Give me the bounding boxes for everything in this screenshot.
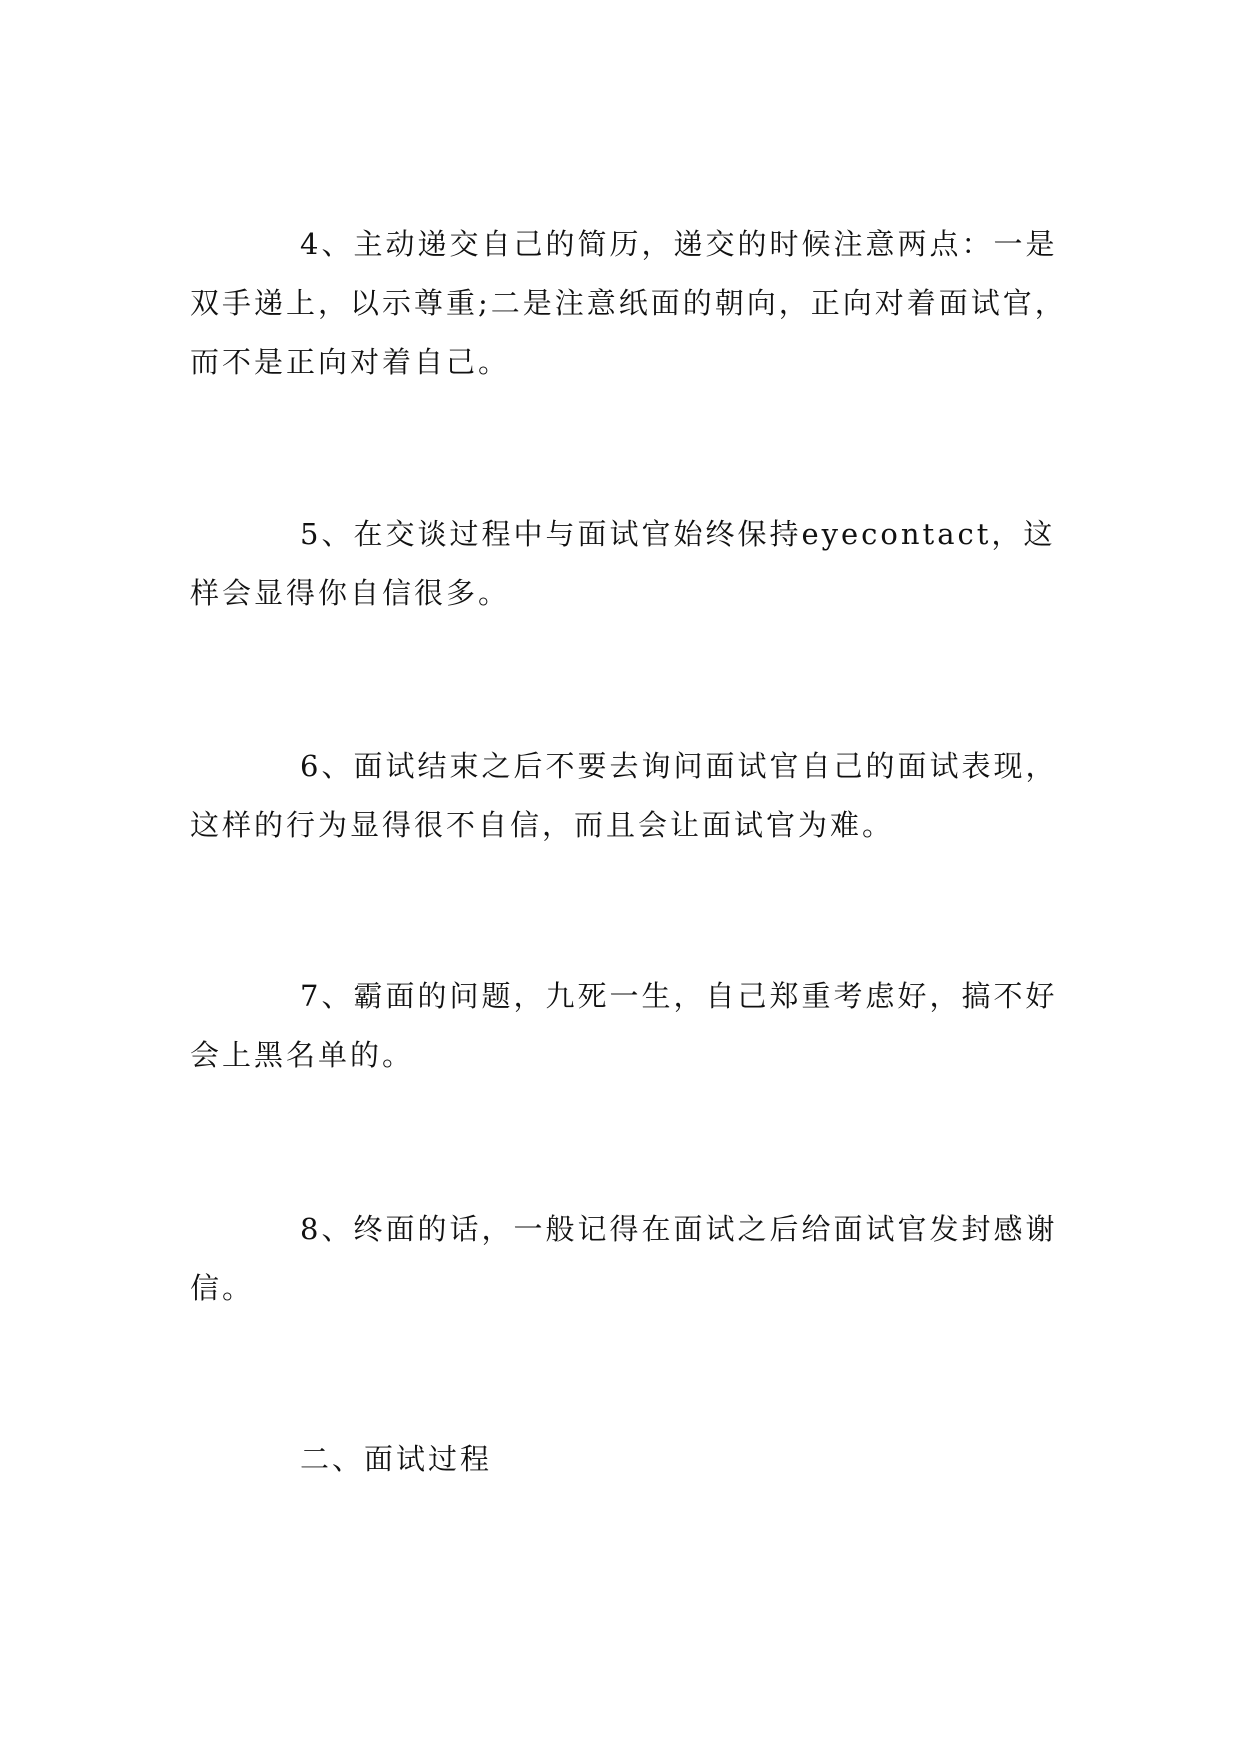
- paragraph-6: 6、面试结束之后不要去询问面试官自己的面试表现，这样的行为显得很不自信，而且会让面试官为难。: [190, 749, 1058, 842]
- paragraph-7: 7、霸面的问题，九死一生，自己郑重考虑好，搞不好会上黑名单的。: [190, 979, 1058, 1072]
- paragraph-8: 8、终面的话，一般记得在面试之后给面试官发封感谢信。: [190, 1212, 1058, 1305]
- section-heading: 二、面试过程: [300, 1442, 493, 1476]
- paragraph-5: 5、在交谈过程中与面试官始终保持eyecontact，这样会显得你自信很多。: [190, 517, 1056, 610]
- paragraph-4: 4、主动递交自己的简历，递交的时候注意两点：一是双手递上，以示尊重;二是注意纸面的朝向，正向对着面试官，而不是正向对着自己。: [190, 227, 1067, 379]
